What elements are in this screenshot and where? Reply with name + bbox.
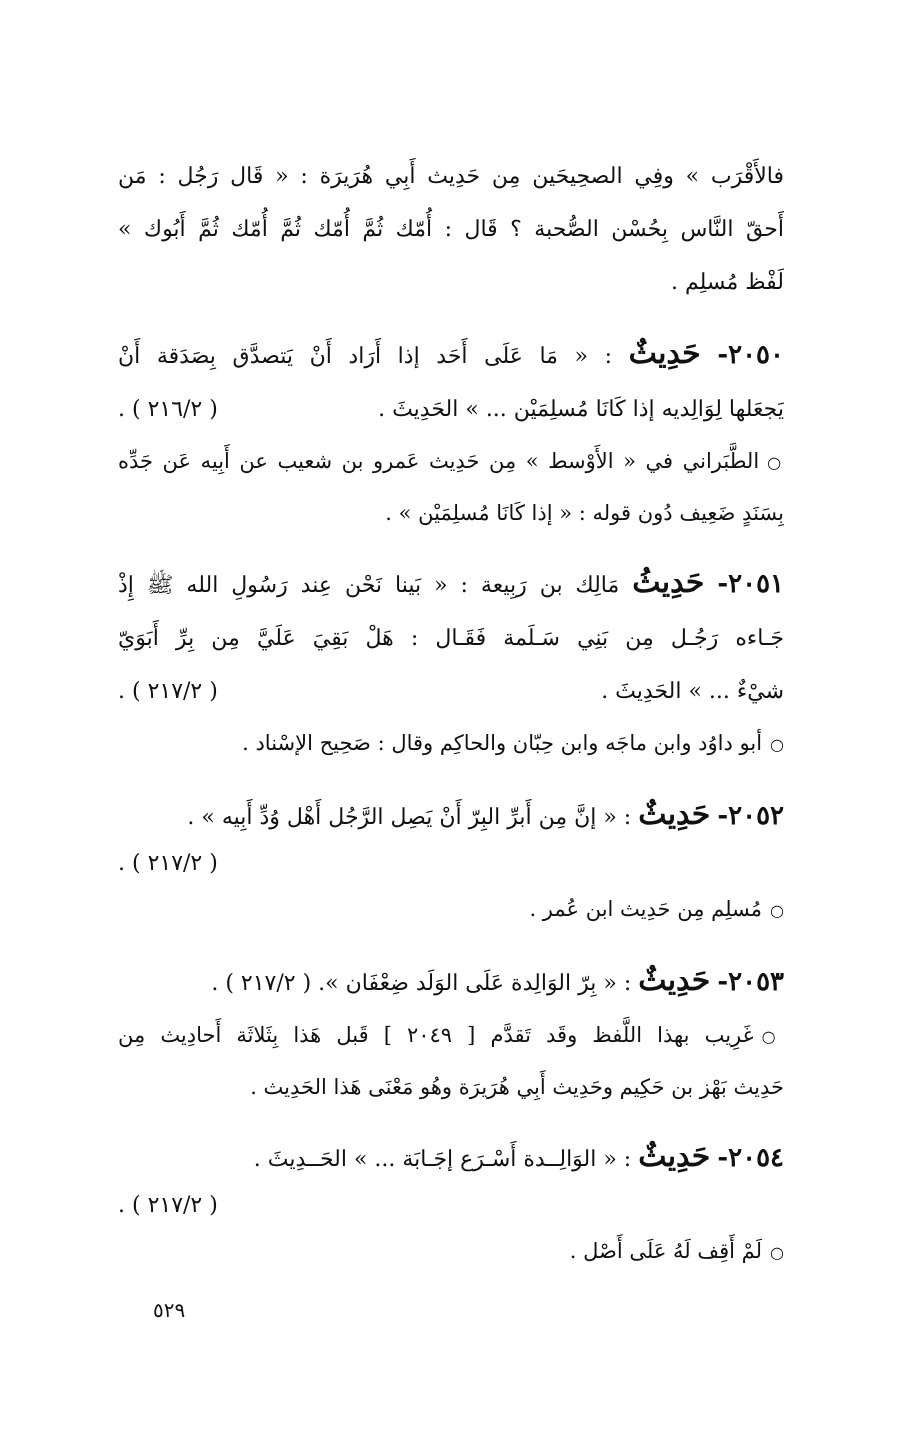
hadith-text: مَالِك بن رَبِيعة : « بَينا نَحْن عِند رَسُولِ الله ﷺ إِذْ bbox=[118, 573, 620, 598]
hadith-number: ٢٠٥٠- bbox=[717, 340, 784, 370]
hadith-entry-2052 bbox=[118, 788, 784, 936]
hadith-entry-2050 bbox=[118, 327, 784, 538]
hadith-line bbox=[118, 1130, 784, 1186]
hadith-number: ٢٠٥٢- bbox=[717, 801, 784, 831]
note-line bbox=[118, 1010, 784, 1062]
takhrij-note bbox=[118, 718, 784, 770]
intro-paragraph bbox=[118, 150, 784, 309]
note-line: بِسَنَدٍ ضَعِيف دُون قوله : « إذا كَانَا مُسلِمَيْن » . bbox=[385, 501, 784, 525]
note-line: حَدِيث بَهْز بن حَكِيم وحَدِيث أَبِي هُرَيرَة وهُو مَعْنَى هَذا الحَدِيث . bbox=[250, 1075, 784, 1099]
page-body bbox=[118, 150, 784, 1278]
hadith-heading-word: حَدِيثٌ bbox=[638, 963, 711, 998]
note-text: غَرِيب بهذا اللَّفظ وقَد تَقدَّم [ ٢٠٤٩ ] قَبل هَذا بِثَلاثَة أَحادِيث مِن bbox=[118, 1023, 754, 1047]
hadith-number: ٢٠٥٤- bbox=[717, 1143, 784, 1173]
hadith-line bbox=[118, 788, 784, 844]
hadith-line bbox=[118, 844, 784, 884]
hadith-reference: ( ٢١٦/٢ ) . bbox=[118, 397, 218, 422]
hadith-reference: ( ٢١٧/٢ ) . bbox=[118, 851, 218, 876]
hadith-entry-2053 bbox=[118, 954, 784, 1112]
hadith-heading-word: حَدِيثٌ bbox=[638, 1139, 711, 1174]
note-text: مُسلِم مِن حَدِيث ابن عُمر . bbox=[529, 897, 763, 921]
note-text: لَمْ أَقِف لَهُ عَلَى أَصْل . bbox=[569, 1239, 763, 1263]
note-text: الطَّبَراني في « الأَوْسط » مِن حَدِيث عَمرو بن شعيب عن أَبِيه عَن جَدِّه bbox=[118, 449, 760, 473]
hadith-heading-word: حَدِيثٌ bbox=[638, 797, 711, 832]
hadith-line bbox=[118, 327, 784, 383]
takhrij-note bbox=[118, 436, 784, 538]
hadith-line bbox=[118, 383, 784, 436]
hadith-line bbox=[118, 556, 784, 612]
intro-line: أَحقّ النَّاس بِحُسْن الصُّحبة ؟ قَال : أُمّك ثُمَّ أُمّك ثُمَّ أُمّك ثُمَّ أَبُوك » bbox=[118, 217, 784, 242]
note-line bbox=[118, 436, 784, 488]
hadith-text: يَجعَلها لِوَالِديه إذا كَانَا مُسلِمَيْن ... » الحَدِيثَ . bbox=[378, 397, 784, 422]
intro-line: لَفْظ مُسلِم . bbox=[670, 270, 784, 295]
page-number: ٥٢٩ bbox=[153, 1298, 186, 1322]
intro-line: فالأَقْرَب » وفِي الصحِيحَين مِن حَدِيث أَبِي هُرَيرَة : « قَال رَجُل : مَن bbox=[118, 164, 784, 189]
takhrij-note bbox=[118, 1010, 784, 1112]
takhrij-note bbox=[118, 1226, 784, 1278]
hadith-text: : « مَا عَلَى أَحَد إذا أَرَاد أَنْ يَتصدَّق بِصَدَقة أَنْ bbox=[118, 344, 613, 369]
hadith-reference: ( ٢١٧/٢ ) . bbox=[118, 1193, 218, 1218]
hadith-text: : « إنَّ مِن أَبرِّ البِرّ أَنْ يَصِل الرَّجُل أَهْل وُدِّ أَبِيه » . bbox=[187, 805, 632, 830]
note-marker-icon: ○ bbox=[770, 901, 784, 920]
note-marker-icon: ○ bbox=[767, 453, 784, 472]
note-marker-icon: ○ bbox=[770, 735, 784, 754]
hadith-line bbox=[118, 665, 784, 718]
takhrij-note bbox=[118, 884, 784, 936]
hadith-reference: ( ٢١٧/٢ ) . bbox=[118, 679, 218, 704]
hadith-number: ٢٠٥٣- bbox=[717, 967, 784, 997]
hadith-entry-2051 bbox=[118, 556, 784, 770]
note-line bbox=[118, 884, 784, 936]
note-marker-icon: ○ bbox=[761, 1027, 784, 1046]
note-line bbox=[118, 718, 784, 770]
note-line bbox=[118, 1226, 784, 1278]
hadith-line bbox=[118, 954, 784, 1010]
note-text: أبو داوُد وابن ماجَه وابن حِبّان والحاكِم وقال : صَحِيح الإسْناد . bbox=[242, 731, 763, 755]
hadith-heading-word: حَدِيثُ bbox=[632, 565, 705, 600]
hadith-line bbox=[118, 1186, 784, 1226]
hadith-heading-word: حَدِيثٌ bbox=[628, 336, 701, 371]
hadith-text: : « الوَالِــدة أَسْـرَع إجَـابَة ... » الحَــدِيثَ . bbox=[253, 1147, 632, 1172]
hadith-entry-2054 bbox=[118, 1130, 784, 1278]
hadith-line: جَـاءه رَجُـل مِن بَنِي سَـلَمة فَقَـال : هَلْ بَقِيَ عَلَيَّ مِن بِرِّ أَبَوَيّ bbox=[118, 626, 784, 651]
note-marker-icon: ○ bbox=[770, 1243, 784, 1262]
hadith-text: شيْءٌ ... » الحَدِيثَ . bbox=[601, 679, 784, 704]
hadith-number: ٢٠٥١- bbox=[717, 569, 784, 599]
hadith-text: : « بِرّ الوَالِدة عَلَى الوَلَد ضِعْفَان ». ( ٢١٧/٢ ) . bbox=[211, 971, 632, 996]
